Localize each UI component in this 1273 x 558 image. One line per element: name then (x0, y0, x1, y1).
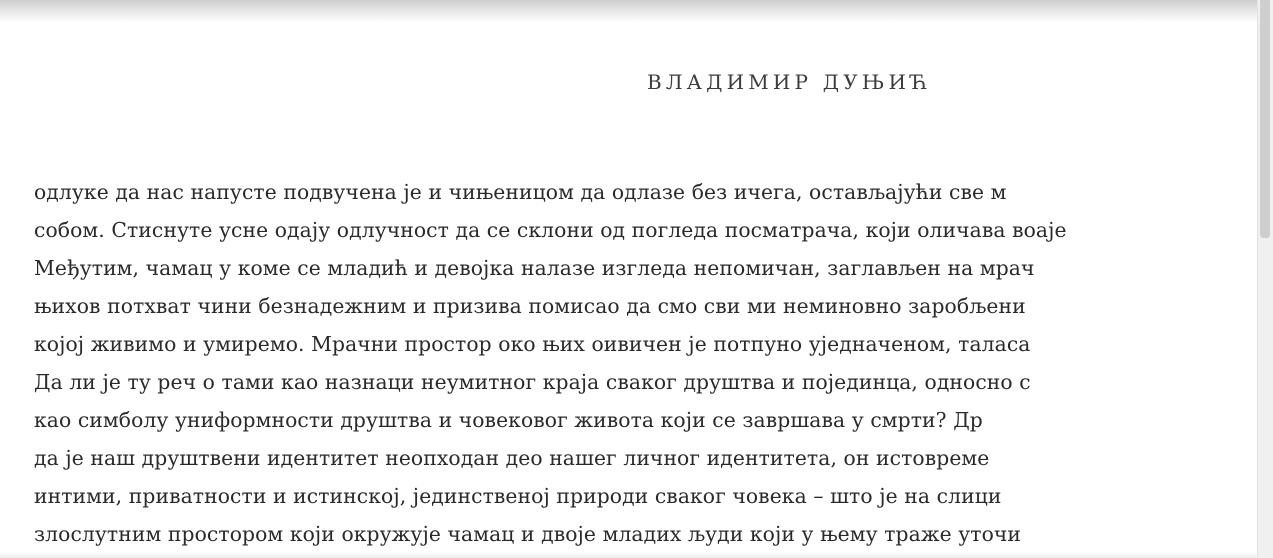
running-header-author: ВЛАДИМИР ДУЊИЋ (647, 70, 932, 94)
body-text (34, 173, 1257, 553)
text-line: одлуке да нас напусте подвучена је и чињеницом да одлазе без ичега, остављајући све м (34, 180, 1007, 204)
text-line: злослутним простором који окружује чамац и двоје младих људи који у њему траже уточи (34, 522, 1022, 546)
scrollbar-thumb[interactable] (1260, 0, 1270, 238)
top-edge-shadow (0, 0, 1257, 22)
text-line: Да ли је ту реч о тами као назнаци неумитног краја сваког друштва и појединца, односно с (34, 370, 1031, 394)
bottom-edge-shadow (0, 552, 1257, 558)
text-line: Међутим, чамац у коме се младић и девојка налазе изгледа непомичан, заглављен на мрач (34, 256, 1035, 280)
text-line: интими, приватности и истинској, јединственој природи сваког човека – што је на слици (34, 484, 1002, 508)
text-line: којој живимо и умиремо. Мрачни простор око њих оивичен је потпуно уједначеном, таласа (34, 332, 1031, 356)
text-line: њихов потхват чини безнадежним и призива помисао да смо сви ми неминовно заробљени (34, 294, 1026, 318)
text-line: као симболу униформности друштва и човековог живота који се завршава у смрти? Др (34, 408, 983, 432)
text-line: собом. Стиснуте усне одају одлучност да се склони од погледа посматрача, који оличава воаје (34, 218, 1067, 242)
text-line: да је наш друштвени идентитет неопходан део нашег личног идентитета, он истовреме (34, 446, 990, 470)
